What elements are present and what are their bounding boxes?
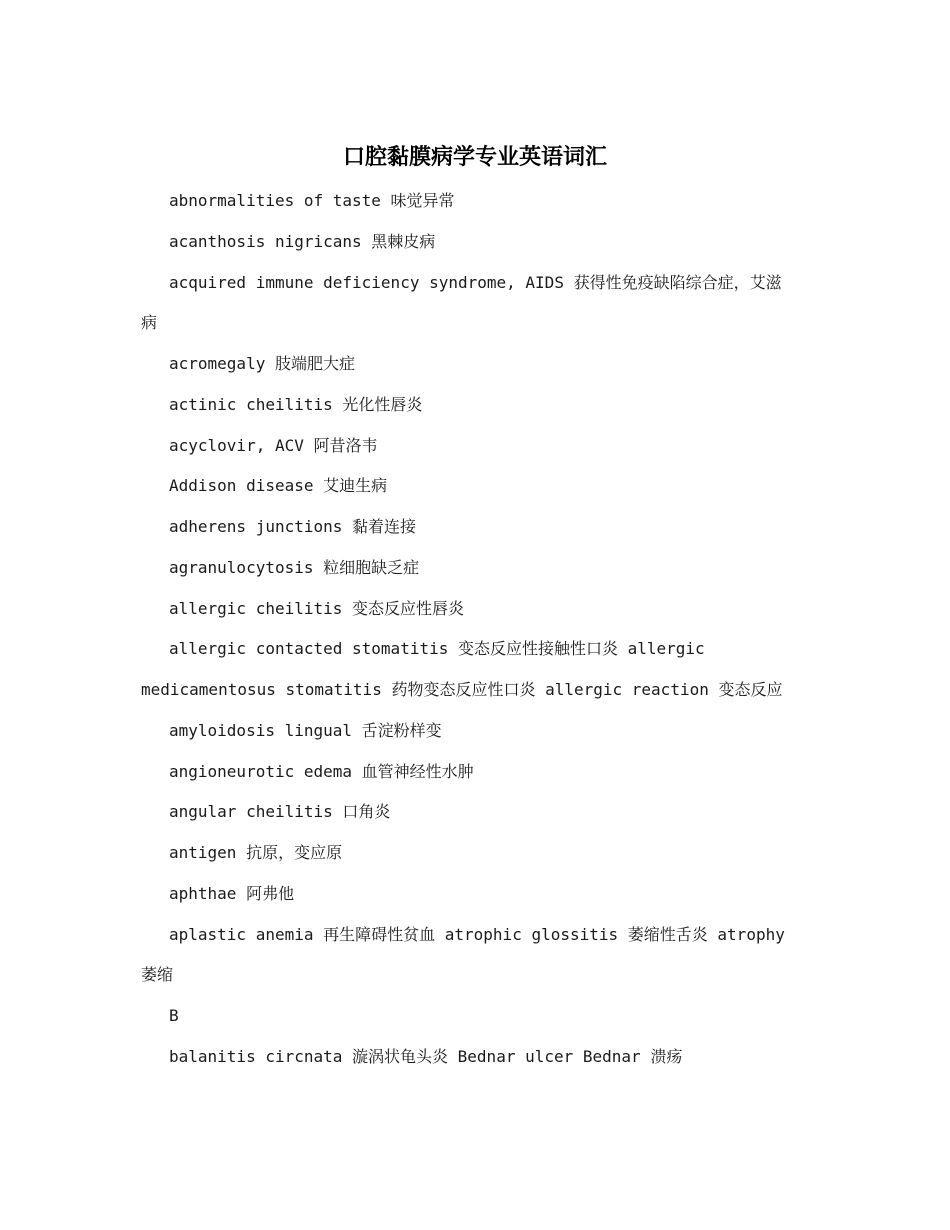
entry-aids: [141, 263, 813, 304]
entry-agranulocytosis: agranulocytosis 粒细胞缺乏症: [169, 557, 420, 577]
section-letter-b: B: [169, 1006, 179, 1025]
entry-aphthae: aphthae 阿弗他: [169, 883, 295, 903]
entry-acyclovir: acyclovir, ACV 阿昔洛韦: [169, 435, 378, 455]
entry-acromegaly: acromegaly 肢端肥大症: [169, 354, 355, 373]
entry-addison-disease: Addison disease 艾迪生病: [169, 476, 388, 496]
entry-allergic-contacted-stomatitis: [141, 629, 813, 670]
vocabulary-list: [141, 181, 813, 1078]
entry-balanitis-circnata: balanitis circnata 漩涡状龟头炎 Bednar ulcer Bednar 溃疡: [169, 1046, 683, 1066]
entry-angioneurotic-edema: angioneurotic edema 血管神经性水肿: [169, 761, 474, 781]
entry-allergic-continuation: [141, 670, 813, 711]
entry-amyloidosis-lingual: amyloidosis lingual 舌淀粉样变: [169, 720, 442, 740]
entry-antigen: antigen 抗原，变应原: [169, 843, 343, 862]
entry-abnormalities-of-taste: abnormalities of taste 味觉异常: [169, 191, 455, 210]
entry-angular-cheilitis: angular cheilitis 口角炎: [169, 802, 391, 822]
entry-aplastic-anemia: [141, 915, 813, 956]
entry-aplastic-line-1: aplastic anemia 再生障碍性贫血 atrophic glossitis 萎缩性舌炎 atrophy: [169, 924, 785, 944]
entry-allergic-line-1: allergic contacted stomatitis 变态反应性接触性口炎 allergic: [169, 639, 705, 659]
entry-allergic-line-2: medicamentosus stomatitis 药物变态反应性口炎 allergic reaction 变态反应: [141, 680, 783, 699]
entry-aids-line-2: 病: [141, 313, 158, 333]
entry-aplastic-line-2: 萎缩: [141, 965, 174, 985]
entry-acanthosis-nigricans: acanthosis nigricans 黑棘皮病: [169, 231, 436, 251]
entry-aids-continuation: [141, 303, 813, 344]
entry-adherens-junctions: adherens junctions 黏着连接: [169, 517, 417, 536]
entry-aids-line-1: acquired immune deficiency syndrome, AIDS 获得性免疫缺陷综合症，艾滋: [169, 272, 782, 292]
entry-actinic-cheilitis: actinic cheilitis 光化性唇炎: [169, 394, 423, 414]
document-title: 口腔黏膜病学专业英语词汇: [342, 144, 607, 170]
entry-aplastic-continuation: [141, 955, 813, 996]
entry-allergic-cheilitis: allergic cheilitis 变态反应性唇炎: [169, 598, 465, 618]
